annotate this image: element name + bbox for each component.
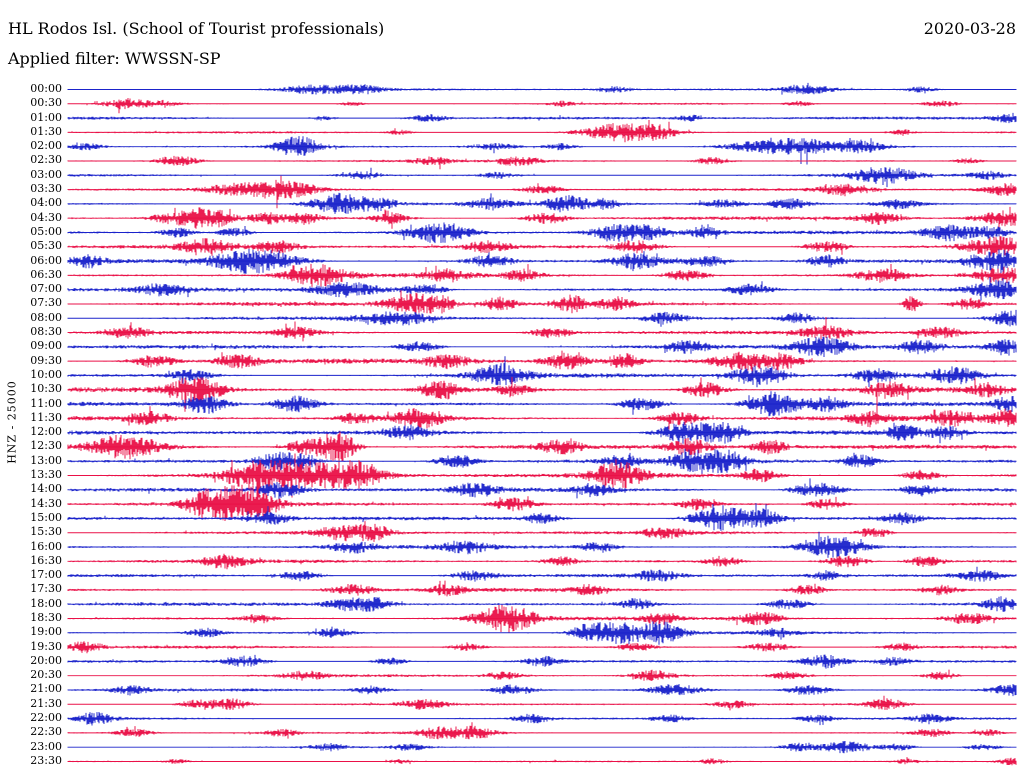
station-title: HL Rodos Isl. (School of Tourist professionals) bbox=[8, 19, 385, 38]
trace-row bbox=[68, 277, 1016, 301]
time-label: 20:30 bbox=[30, 668, 62, 682]
trace-row bbox=[68, 449, 1016, 474]
time-label: 16:00 bbox=[30, 539, 62, 553]
time-label: 23:00 bbox=[30, 739, 62, 753]
time-label: 04:00 bbox=[30, 196, 62, 210]
trace-row bbox=[68, 605, 1016, 633]
time-label: 00:30 bbox=[30, 96, 62, 110]
time-label: 00:00 bbox=[30, 82, 62, 95]
time-label: 18:00 bbox=[30, 596, 62, 610]
trace-row bbox=[68, 696, 1016, 711]
trace-row bbox=[68, 310, 1016, 327]
trace-row bbox=[68, 483, 1016, 522]
trace-row bbox=[68, 432, 1016, 462]
trace-row bbox=[68, 264, 1016, 287]
time-label: 22:30 bbox=[30, 725, 62, 739]
trace-row bbox=[68, 249, 1016, 274]
time-label: 15:30 bbox=[30, 525, 62, 539]
time-label: 07:00 bbox=[30, 282, 62, 296]
trace-row bbox=[68, 422, 1016, 444]
time-label: 14:00 bbox=[30, 482, 62, 496]
trace-row bbox=[68, 167, 1016, 187]
time-label: 10:30 bbox=[30, 382, 62, 396]
trace-row bbox=[68, 641, 1016, 653]
time-label: 06:30 bbox=[30, 267, 62, 281]
time-label: 13:30 bbox=[30, 468, 62, 482]
time-label: 15:00 bbox=[30, 510, 62, 524]
time-label: 12:30 bbox=[30, 439, 62, 453]
trace-row bbox=[68, 290, 1016, 313]
time-label: 08:00 bbox=[30, 310, 62, 324]
time-label: 17:00 bbox=[30, 568, 62, 582]
trace-row bbox=[68, 554, 1016, 569]
time-label: 11:00 bbox=[30, 396, 62, 410]
time-label: 03:30 bbox=[30, 182, 62, 196]
time-label: 10:00 bbox=[30, 367, 62, 381]
trace-row bbox=[68, 521, 1016, 542]
time-label: 13:00 bbox=[30, 453, 62, 467]
date-label: 2020-03-28 bbox=[923, 19, 1016, 38]
trace-row bbox=[68, 621, 1016, 644]
time-label: 08:30 bbox=[30, 325, 62, 339]
applied-filter-label: Applied filter: WWSSN-SP bbox=[8, 49, 221, 68]
time-label: 12:00 bbox=[30, 425, 62, 439]
trace-row bbox=[68, 156, 1016, 169]
time-label: 14:30 bbox=[30, 496, 62, 510]
trace-row bbox=[68, 670, 1016, 681]
time-label: 01:00 bbox=[30, 110, 62, 124]
trace-row bbox=[68, 207, 1016, 231]
time-label: 02:00 bbox=[30, 139, 62, 153]
trace-row bbox=[68, 317, 1016, 341]
trace-row bbox=[68, 98, 1016, 113]
trace-row bbox=[68, 712, 1016, 726]
time-label: 05:00 bbox=[30, 224, 62, 238]
time-label: 17:30 bbox=[30, 582, 62, 596]
time-label: 09:30 bbox=[30, 353, 62, 367]
trace-row bbox=[68, 567, 1016, 582]
trace-row bbox=[68, 113, 1016, 123]
trace-row bbox=[68, 722, 1016, 739]
time-label: 18:30 bbox=[30, 610, 62, 624]
time-label: 03:00 bbox=[30, 167, 62, 181]
trace-row bbox=[68, 741, 1016, 753]
time-label: 22:00 bbox=[30, 711, 62, 725]
trace-row bbox=[68, 684, 1016, 696]
time-label: 01:30 bbox=[30, 124, 62, 138]
trace-row bbox=[68, 83, 1016, 95]
time-label: 19:30 bbox=[30, 639, 62, 653]
trace-row bbox=[68, 337, 1016, 357]
time-label: 06:00 bbox=[30, 253, 62, 267]
trace-row bbox=[68, 223, 1016, 244]
trace-row bbox=[68, 655, 1016, 669]
trace-row bbox=[68, 193, 1016, 214]
channel-scale-label: HNZ - 25000 bbox=[5, 380, 19, 464]
time-label: 02:30 bbox=[30, 153, 62, 167]
time-label: 11:30 bbox=[30, 410, 62, 424]
time-label: 21:30 bbox=[30, 696, 62, 710]
time-label: 07:30 bbox=[30, 296, 62, 310]
time-label: 19:00 bbox=[30, 625, 62, 639]
time-label: 20:00 bbox=[30, 653, 62, 667]
time-label: 21:00 bbox=[30, 682, 62, 696]
trace-row bbox=[68, 120, 1016, 142]
time-label: 09:00 bbox=[30, 339, 62, 353]
trace-row bbox=[68, 596, 1016, 612]
trace-row bbox=[68, 757, 1016, 765]
time-label: 05:30 bbox=[30, 239, 62, 253]
trace-row bbox=[68, 581, 1016, 597]
time-label: 16:30 bbox=[30, 553, 62, 567]
time-label: 04:30 bbox=[30, 210, 62, 224]
time-label: 23:30 bbox=[30, 753, 62, 767]
